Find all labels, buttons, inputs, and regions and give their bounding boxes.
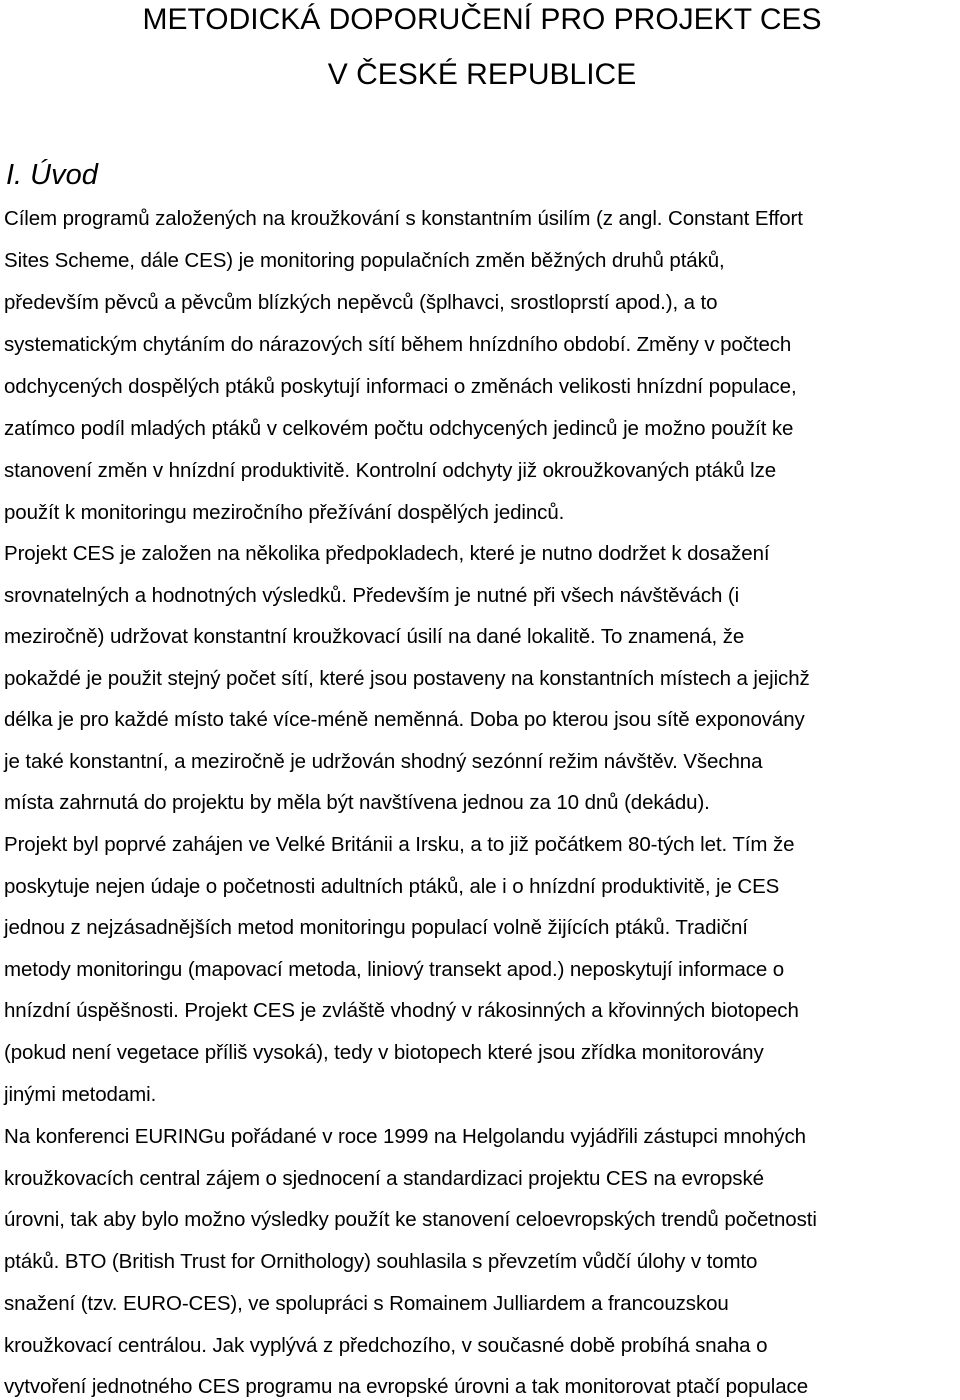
body-text-line: délka je pro každé místo také více-méně neměnná. Doba po kterou jsou sítě exponovány: [4, 708, 805, 731]
body-text-line: úrovni, tak aby bylo možno výsledky použít ke stanovení celoevropských trendů početnosti: [4, 1208, 817, 1231]
body-text-line: zatímco podíl mladých ptáků v celkovém počtu odchycených jedinců je možno použít ke: [4, 417, 794, 440]
body-text-line: pokaždé je použit stejný počet sítí, které jsou postaveny na konstantních místech a jejichž: [4, 667, 810, 690]
body-text-line: poskytuje nejen údaje o početnosti adultních ptáků, ale i o hnízdní produktivitě, je CES: [4, 875, 780, 898]
section-heading: I. Úvod: [6, 159, 98, 191]
body-text-line: metody monitoringu (mapovací metoda, liniový transekt apod.) neposkytují informace o: [4, 958, 785, 981]
body-text-line: hnízdní úspěšnosti. Projekt CES je zvláště vhodný v rákosinných a křovinných biotopech: [4, 999, 799, 1022]
body-text-line: jednou z nejzásadnějších metod monitoringu populací volně žijících ptáků. Tradiční: [4, 916, 748, 939]
body-text-line: systematickým chytáním do nárazových sítí během hnízdního období. Změny v počtech: [4, 333, 792, 356]
body-text-line: je také konstantní, a meziročně je udržován shodný sezónní režim návštěv. Všechna: [4, 750, 763, 773]
body-text-line: ptáků. BTO (British Trust for Ornithology) souhlasila s převzetím vůdčí úlohy v tomto: [4, 1250, 758, 1273]
body-text-line: meziročně) udržovat konstantní kroužkovací úsilí na dané lokalitě. To znamená, že: [4, 625, 745, 648]
body-text-line: jinými metodami.: [4, 1083, 157, 1106]
body-text-line: srovnatelných a hodnotných výsledků. Především je nutné při všech návštěvách (i: [4, 584, 740, 607]
body-text-line: Projekt byl poprvé zahájen ve Velké Británii a Irsku, a to již počátkem 80-tých let. Tím že: [4, 833, 795, 856]
body-text-line: snažení (tzv. EURO-CES), ve spolupráci s Romainem Julliardem a francouzskou: [4, 1292, 729, 1315]
body-text-line: kroužkovací centrálou. Jak vyplývá z předchozího, v současné době probíhá snaha o: [4, 1334, 768, 1357]
body-text-line: odchycených dospělých ptáků poskytují informaci o změnách velikosti hnízdní populace,: [4, 375, 797, 398]
document-title-line-2: V ČESKÉ REPUBLICE: [327, 58, 637, 91]
document-title-line-1: METODICKÁ DOPORUČENÍ PRO PROJEKT CES: [142, 3, 822, 36]
body-text-line: především pěvců a pěvcům blízkých nepěvců (šplhavci, srostloprstí apod.), a to: [4, 291, 718, 314]
body-text-line: místa zahrnutá do projektu by měla být navštívena jednou za 10 dnů (dekádu).: [4, 791, 710, 814]
body-text-line: použít k monitoringu meziročního přežívání dospělých jedinců.: [4, 501, 565, 524]
body-text-line: vytvoření jednotného CES programu na evropské úrovni a tak monitorovat ptačí populace: [4, 1375, 808, 1398]
body-text-line: (pokud není vegetace příliš vysoká), tedy v biotopech které jsou zřídka monitorovány: [4, 1041, 764, 1064]
body-text-line: Cílem programů založených na kroužkování s konstantním úsilím (z angl. Constant Effort: [4, 207, 803, 230]
body-text-line: stanovení změn v hnízdní produktivitě. Kontrolní odchyty již okroužkovaných ptáků lze: [4, 459, 777, 482]
body-text-line: Na konferenci EURINGu pořádané v roce 1999 na Helgolandu vyjádřili zástupci mnohých: [4, 1125, 806, 1148]
body-text-line: Projekt CES je založen na několika předpokladech, které je nutno dodržet k dosažení: [4, 542, 770, 565]
body-text-line: kroužkovacích central zájem o sjednocení a standardizaci projektu CES na evropské: [4, 1167, 764, 1190]
body-text-line: Sites Scheme, dále CES) je monitoring populačních změn běžných druhů ptáků,: [4, 249, 725, 272]
